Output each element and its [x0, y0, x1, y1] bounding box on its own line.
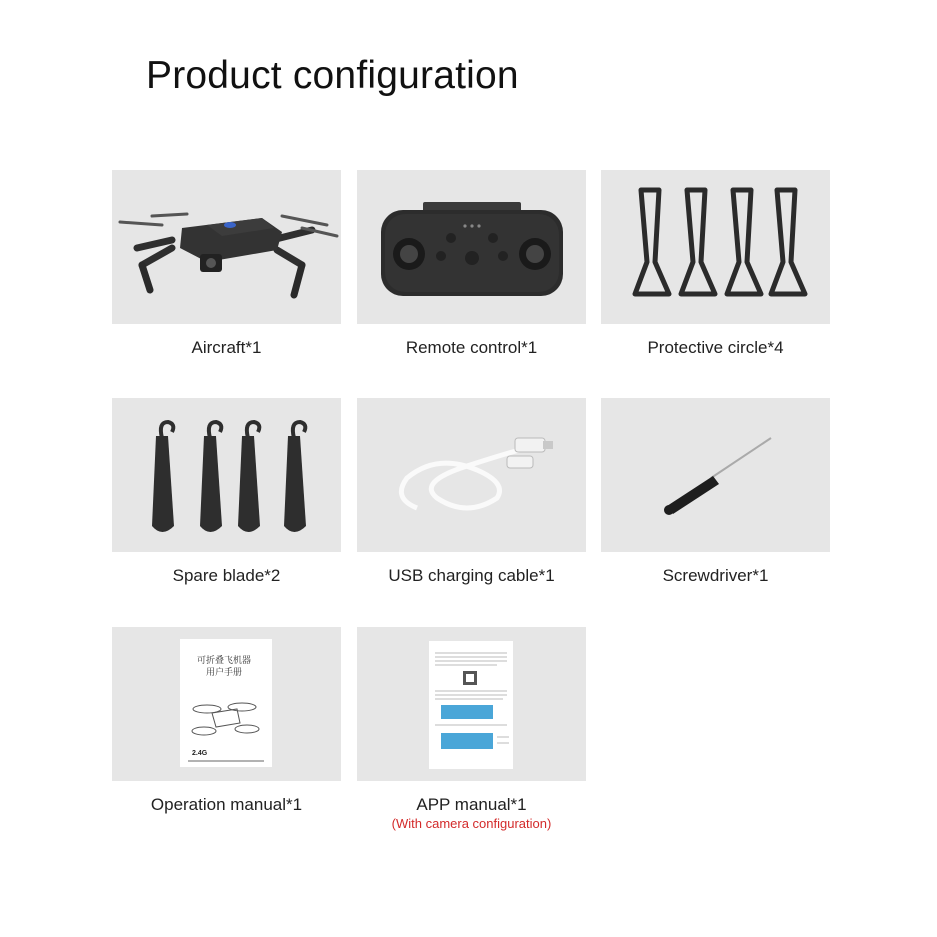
operation-manual-label: Operation manual*1 — [150, 795, 303, 814]
camera-configuration-note: (With camera configuration) — [391, 816, 552, 831]
usb-cable-icon — [357, 398, 586, 552]
page-title: Product configuration — [146, 54, 519, 97]
protective-guard-icon — [601, 170, 830, 324]
protective-circle-image — [601, 170, 830, 324]
screwdriver-label: Screwdriver*1 — [662, 566, 769, 585]
app-manual-image — [357, 627, 586, 781]
manual-booklet-icon — [112, 627, 341, 781]
screwdriver-image — [601, 398, 830, 552]
remote-control-icon — [357, 170, 586, 324]
protective-circle-label: Protective circle*4 — [647, 338, 784, 357]
app-manual-label: APP manual*1 — [416, 795, 527, 814]
usb-cable-image — [357, 398, 586, 552]
app-manual-sheet-icon — [357, 627, 586, 781]
spare-blade-label: Spare blade*2 — [172, 566, 281, 585]
remote-control-label: Remote control*1 — [405, 338, 538, 357]
remote-control-image — [357, 170, 586, 324]
aircraft-image — [112, 170, 341, 324]
aircraft-label: Aircraft*1 — [191, 338, 262, 357]
manual-badge: 2.4G — [192, 750, 208, 757]
usb-cable-label: USB charging cable*1 — [388, 566, 555, 585]
operation-manual-image — [112, 627, 341, 781]
manual-title-line2: 用户手册 — [205, 667, 243, 677]
spare-blade-image — [112, 398, 341, 552]
drone-icon — [112, 170, 341, 324]
propeller-blade-icon — [112, 398, 341, 552]
manual-title-line1: 可折叠飞机器 — [196, 655, 252, 665]
screwdriver-icon — [601, 398, 830, 552]
